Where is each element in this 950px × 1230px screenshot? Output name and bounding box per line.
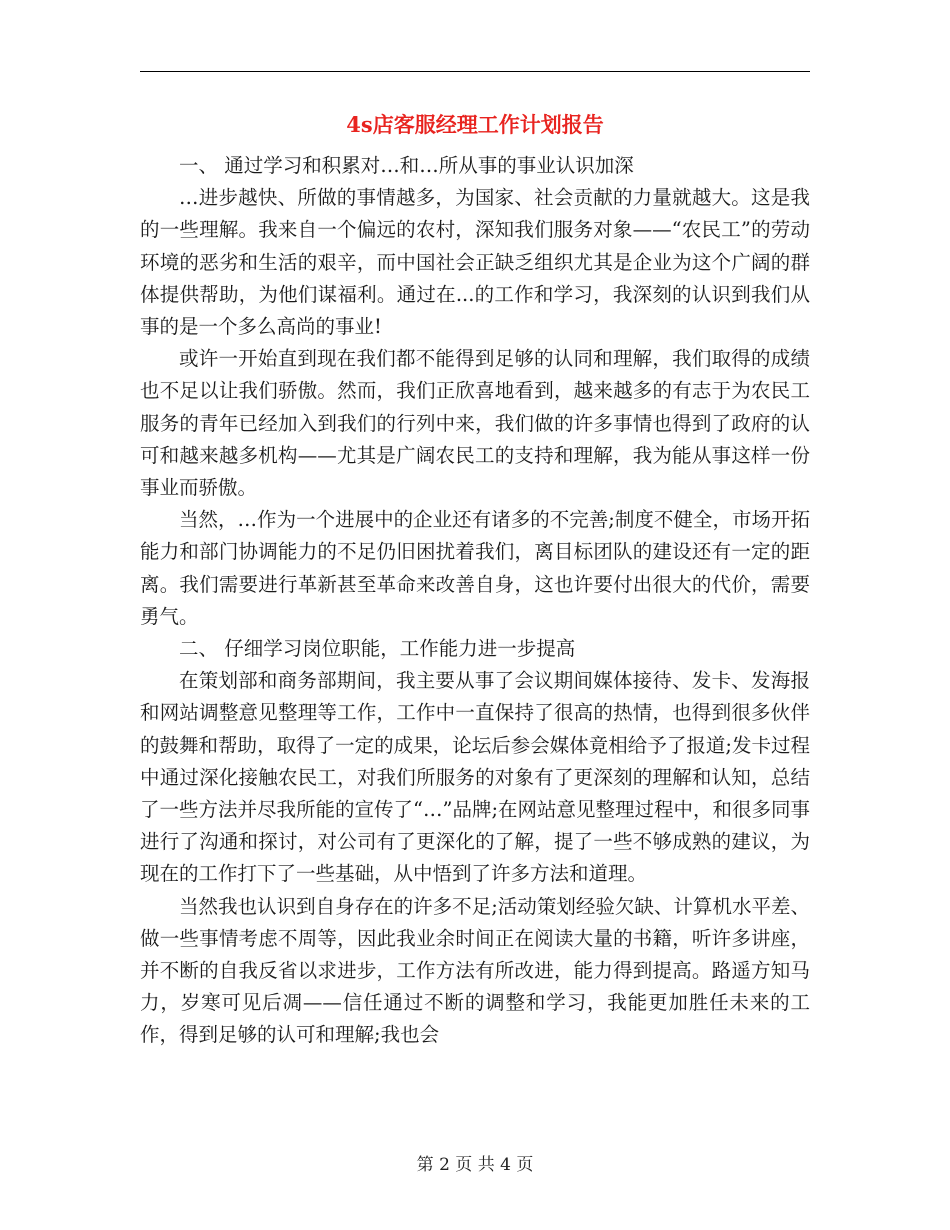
header-rule xyxy=(140,71,810,72)
paragraph-5: 当然我也认识到自身存在的许多不足;活动策划经验欠缺、计算机水平差、做一些事情考虑不周等，因此我业余时间正在阅读大量的书籍，听许多讲座，并不断的自我反省以求进步，工作方法有所改进，能力得到提高。路遥方知马力，岁寒可见后凋——信任通过不断的调整和学习，我能更加胜任未来的工作，得到足够的认可和理解;我也会 xyxy=(140,894,810,1047)
section-heading-1: 一、 通过学习和积累对…和…所从事的事业认识加深 xyxy=(179,154,634,177)
paragraph-4: 在策划部和商务部期间，我主要从事了会议期间媒体接待、发卡、发海报和网站调整意见整理等工作，工作中一直保持了很高的热情，也得到很多伙伴的鼓舞和帮助，取得了一定的成果，论坛后参会媒体竟相给予了报道;发卡过程中通过深化接触农民工，对我们所服务的对象有了更深刻的理解和认知，总结了一些方法并尽我所能的宣传了“…”品牌;在网站意见整理过程中，和很多同事进行了沟通和探讨，对公司有了更深化的了解，提了一些不够成熟的建议，为现在的工作打下了一些基础，从中悟到了许多方法和道理。 xyxy=(140,669,811,886)
paragraph-3: 当然，…作为一个进展中的企业还有诸多的不完善;制度不健全，市场开拓能力和部门协调能力的不足仍旧困扰着我们，离目标团队的建设还有一定的距离。我们需要进行革新甚至革命来改善自身，这也许要付出很大的代价，需要勇气。 xyxy=(140,508,810,628)
page-footer: 第 2 页 共 4 页 xyxy=(416,1155,534,1175)
paragraph-2: 或许一开始直到现在我们都不能得到足够的认同和理解，我们取得的成绩也不足以让我们骄傲。然而，我们正欣喜地看到，越来越多的有志于为农民工服务的青年已经加入到我们的行列中来，我们做的许多事情也得到了政府的认可和越来越多机构——尤其是广阔农民工的支持和理解，我为能从事这样一份事业而骄傲。 xyxy=(140,347,810,500)
paragraph-1: …进步越快、所做的事情越多，为国家、社会贡献的力量就越大。这是我的一些理解。我来自一个偏远的农村，深知我们服务对象——“农民工”的劳动环境的恶劣和生活的艰辛，而中国社会正缺乏组织尤其是企业为这个广阔的群体提供帮助，为他们谋福利。通过在...的工作和学习，我深刻的认识到我们从事的是一个多么高尚的事业! xyxy=(140,186,810,339)
document-body xyxy=(140,150,810,1052)
document-title: 4s店客服经理工作计划报告 xyxy=(346,112,604,137)
section-heading-2: 二、 仔细学习岗位职能，工作能力进一步提高 xyxy=(179,637,576,661)
